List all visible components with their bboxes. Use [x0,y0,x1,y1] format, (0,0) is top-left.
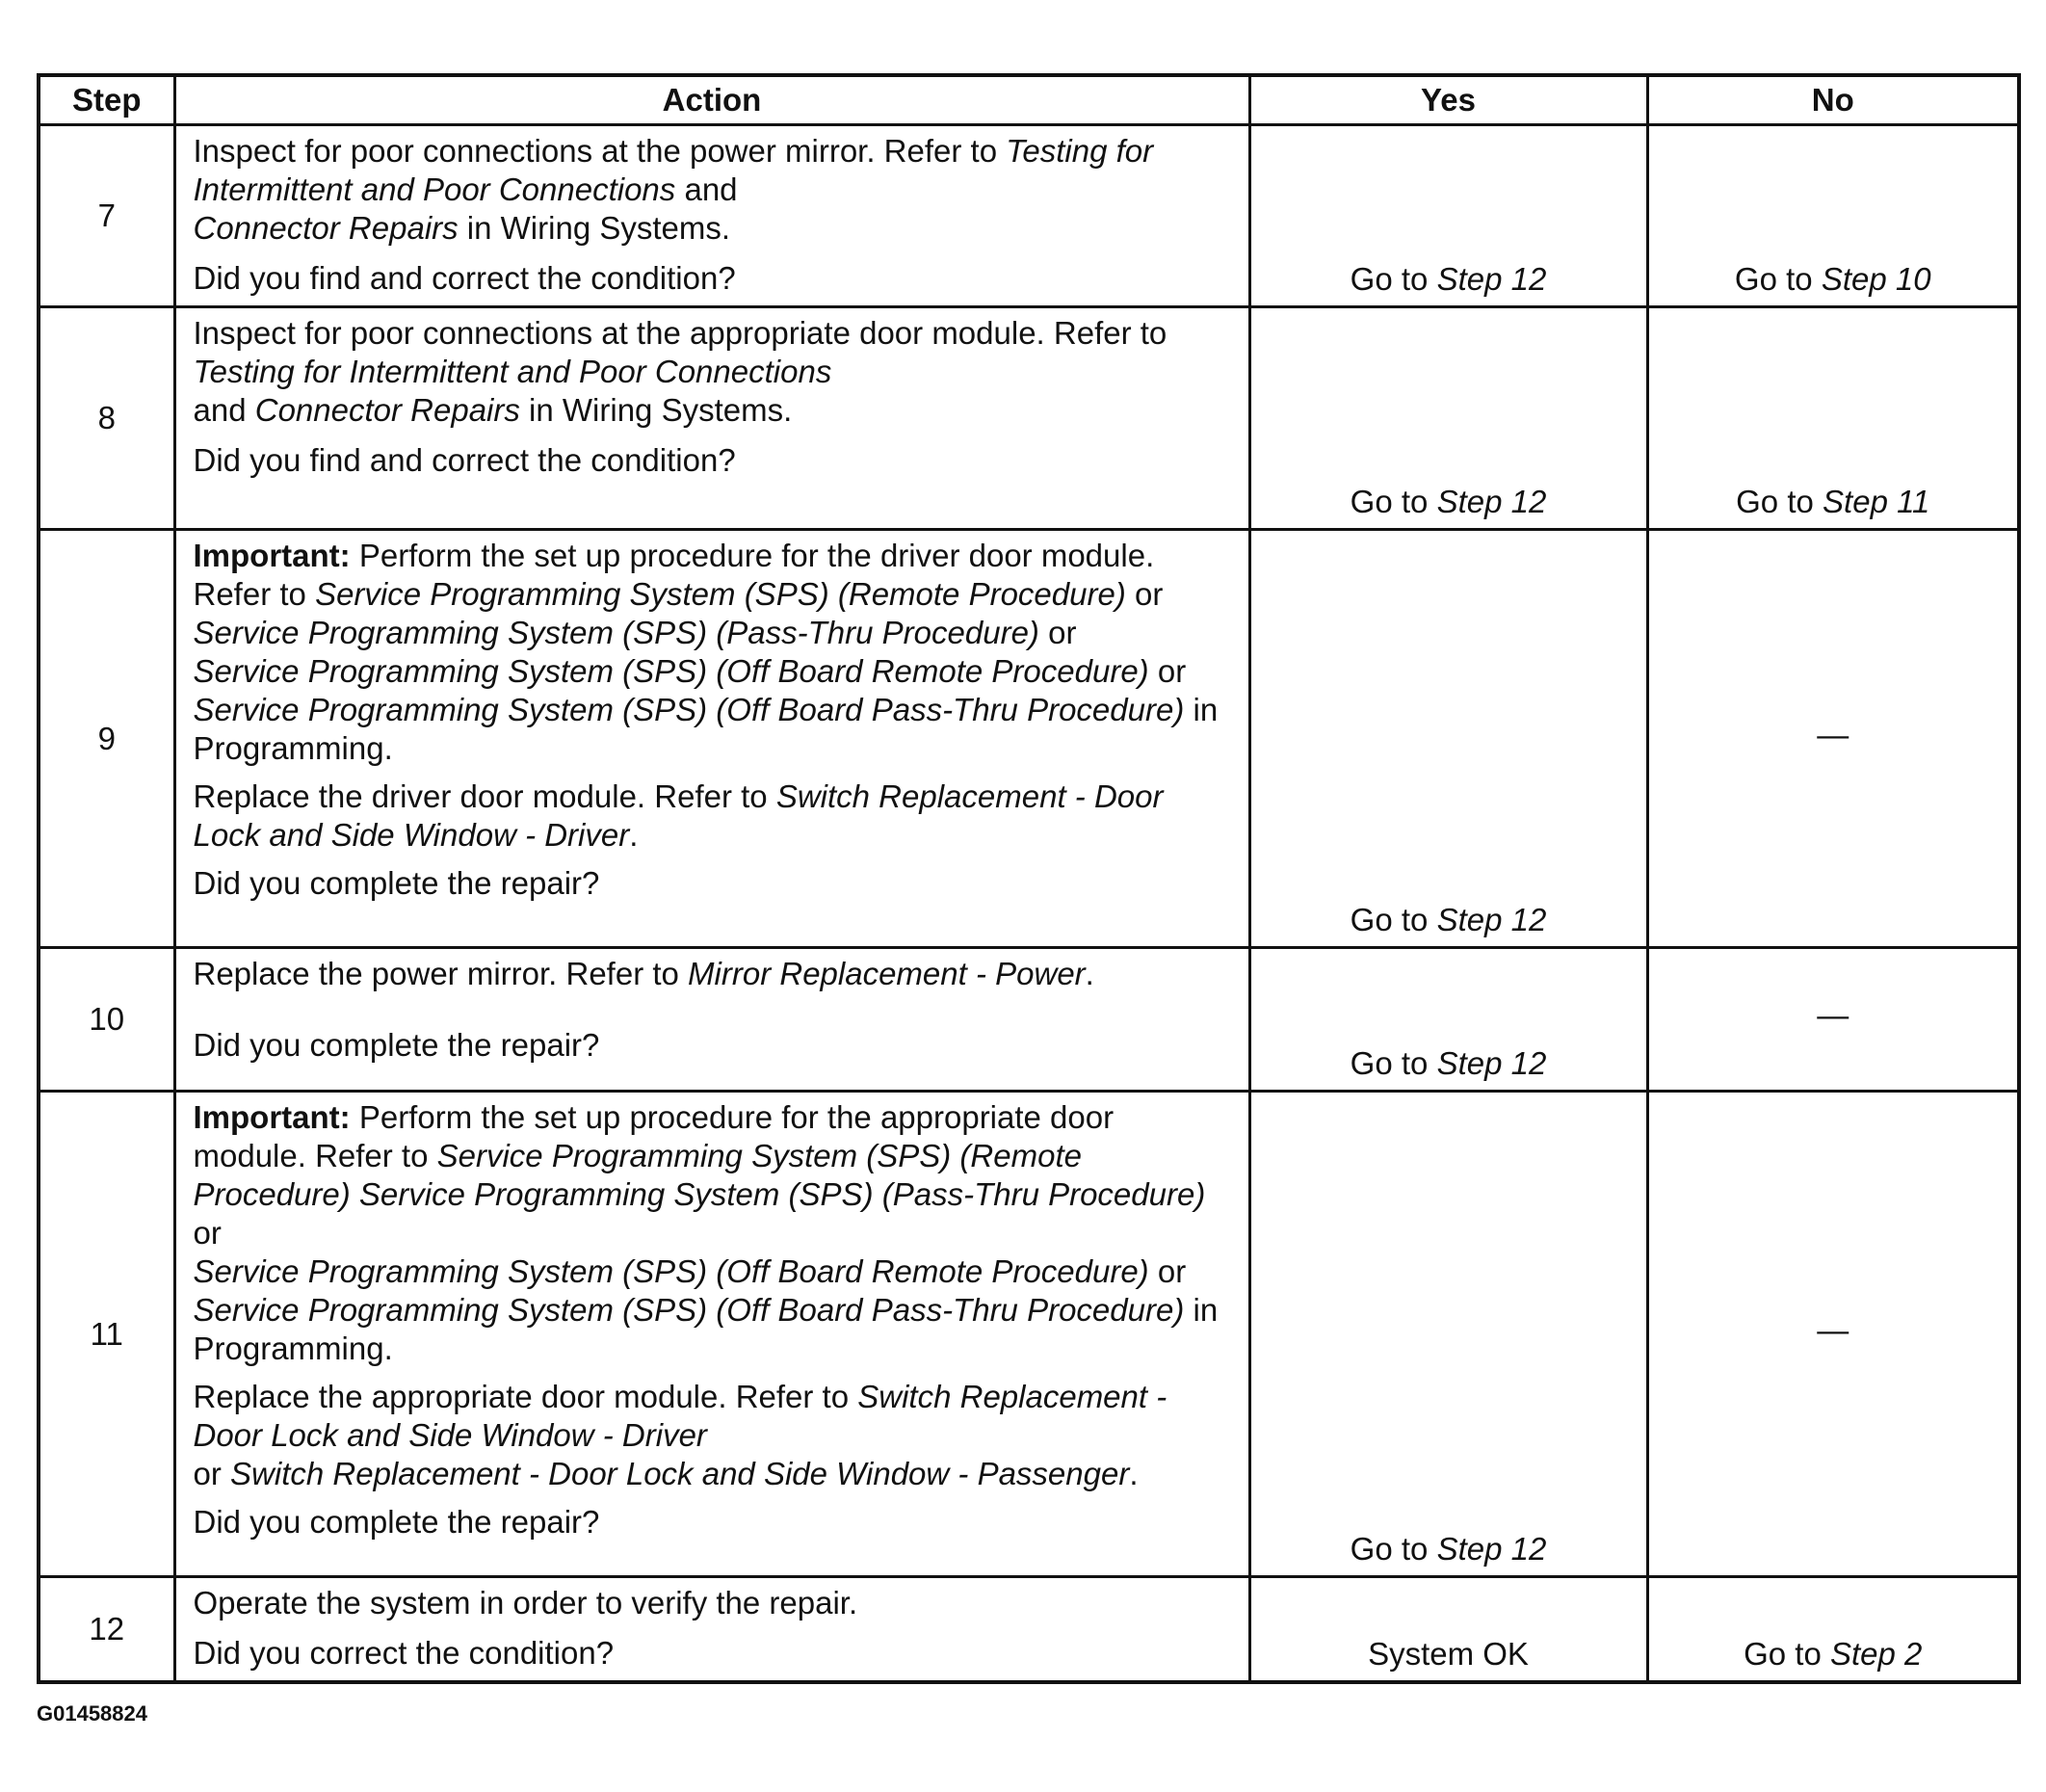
no-result [1647,530,2019,948]
action-cell [174,948,1249,1092]
action-text-plain: in Programming. [193,692,1219,766]
doc-reference: Connector Repairs [193,210,459,246]
action-question: Did you complete the repair? [193,1027,600,1063]
table-row [39,948,2019,1092]
no-result [1647,125,2019,307]
action-text-plain: in Wiring Systems. [519,392,793,428]
doc-reference: Service Programming System (SPS) (Off Board Pass-Thru Procedure) [193,692,1185,727]
header-step: Step [39,75,174,125]
header-action: Action [174,75,1249,125]
no-result [1647,1092,2019,1577]
goto-prefix: Go to [1350,261,1437,297]
step-number: 11 [39,1092,174,1577]
goto-prefix: Go to [1744,1636,1830,1672]
goto-step-link: Step 12 [1436,484,1547,519]
action-text [194,777,1235,855]
action-text [194,1098,1235,1368]
goto-prefix: Go to [1350,1045,1437,1081]
action-text-plain: in Programming. [193,1292,1219,1366]
doc-reference: Service Programming System (SPS) (Remote Procedure) [315,576,1126,612]
action-text-plain: Inspect for poor connections at the appropriate door module. Refer to [193,315,1167,351]
action-text [194,314,1235,430]
doc-reference: Testing for Intermittent and Poor Connections [193,354,832,389]
step-number: 12 [39,1577,174,1683]
goto-step-link: Step 12 [1436,1531,1547,1567]
action-text [194,537,1235,768]
doc-reference: Testing for Intermittent and Poor Connections [193,133,1154,207]
goto-step-link: Step 12 [1436,261,1547,297]
doc-reference: Switch Replacement - Door Lock and Side Window - Passenger [230,1456,1130,1491]
table-row [39,125,2019,307]
action-cell [174,1092,1249,1577]
action-text [194,1378,1235,1493]
no-result [1647,307,2019,530]
diagnostic-table [37,73,2021,1684]
action-text-plain: and [193,392,255,428]
doc-reference: Mirror Replacement - Power [688,956,1086,991]
doc-reference: Service Programming System (SPS) (Remote Procedure) Service Programming System (SPS) (Pass-Thru Procedure) [193,1138,1206,1212]
action-text-plain: . [629,817,639,853]
action-cell [174,307,1249,530]
yes-result [1249,125,1647,307]
action-text-plain: or [1125,576,1164,612]
action-text-plain: Replace the power mirror. Refer to [193,956,689,991]
table-row [39,1577,2019,1683]
action-question: Did you find and correct the condition? [193,260,736,296]
action-question: Did you correct the condition? [193,1635,615,1671]
action-text-plain: or [1148,653,1187,689]
action-text-plain: . [1085,956,1094,991]
yes-result [1249,948,1647,1092]
doc-reference: Service Programming System (SPS) (Off Board Pass-Thru Procedure) [193,1292,1185,1328]
action-text [194,955,1235,993]
action-cell [174,125,1249,307]
table-row [39,530,2019,948]
action-question: Did you complete the repair? [193,1504,600,1540]
action-text-plain: or [193,1456,231,1491]
goto-step-link: Step 10 [1821,261,1931,297]
doc-reference: Service Programming System (SPS) (Off Board Remote Procedure) [193,653,1149,689]
goto-prefix: Go to [1350,484,1437,519]
table-row [39,1092,2019,1577]
not-applicable-dash: — [1817,716,1849,752]
goto-prefix: Go to [1350,902,1437,937]
important-label: Important: [193,538,351,573]
important-label: Important: [193,1099,351,1135]
yes-result [1249,307,1647,530]
goto-prefix: Go to [1734,261,1822,297]
header-no: No [1647,75,2019,125]
action-text-plain: Replace the appropriate door module. Refer to [193,1379,858,1414]
action-cell [174,530,1249,948]
goto-step-link: Step 12 [1436,1045,1547,1081]
step-number: 9 [39,530,174,948]
action-text-plain: Replace the driver door module. Refer to [193,778,776,814]
action-text-plain: Inspect for poor connections at the power mirror. Refer to [193,133,1007,169]
action-text-plain: and [675,171,738,207]
action-question: Did you find and correct the condition? [193,442,736,478]
action-text-plain: Perform the set up procedure for the appropriate door module. Refer to [193,1099,1115,1173]
doc-reference: Service Programming System (SPS) (Off Board Remote Procedure) [193,1253,1149,1289]
action-text-plain: Operate the system in order to verify the repair. [193,1585,858,1621]
step-number: 8 [39,307,174,530]
action-question: Did you complete the repair? [193,865,600,901]
goto-step-link: Step 12 [1436,902,1547,937]
step-number: 7 [39,125,174,307]
action-text-plain: or [193,1215,222,1251]
not-applicable-dash: — [1817,997,1849,1033]
goto-step-link: Step 11 [1823,484,1930,519]
doc-reference: Switch Replacement - Door Lock and Side Window - Driver [193,1379,1167,1453]
header-row [39,75,2019,125]
doc-reference: Connector Repairs [254,392,520,428]
goto-prefix: Go to [1736,484,1823,519]
goto-step-link: Step 2 [1829,1636,1923,1672]
figure-id: G01458824 [37,1701,147,1726]
action-text-plain: or [1038,615,1077,650]
no-result [1647,948,2019,1092]
action-text-plain: . [1129,1456,1139,1491]
doc-reference: Service Programming System (SPS) (Pass-Thru Procedure) [193,615,1039,650]
step-number: 10 [39,948,174,1092]
yes-result [1249,530,1647,948]
not-applicable-dash: — [1817,1311,1849,1348]
header-yes: Yes [1249,75,1647,125]
action-text-plain: in Wiring Systems. [458,210,731,246]
action-text-plain: Perform the set up procedure for the driver door module. Refer to [193,538,1155,612]
no-result [1647,1577,2019,1683]
yes-result [1249,1577,1647,1683]
action-text [194,132,1235,248]
action-cell [174,1577,1249,1683]
yes-result [1249,1092,1647,1577]
action-text-plain: or [1148,1253,1187,1289]
action-text [194,1584,1235,1622]
goto-prefix: Go to [1350,1531,1437,1567]
system-ok-text: System OK [1368,1636,1529,1672]
table-row [39,307,2019,530]
doc-reference: Switch Replacement - Door Lock and Side Window - Driver [193,778,1164,853]
